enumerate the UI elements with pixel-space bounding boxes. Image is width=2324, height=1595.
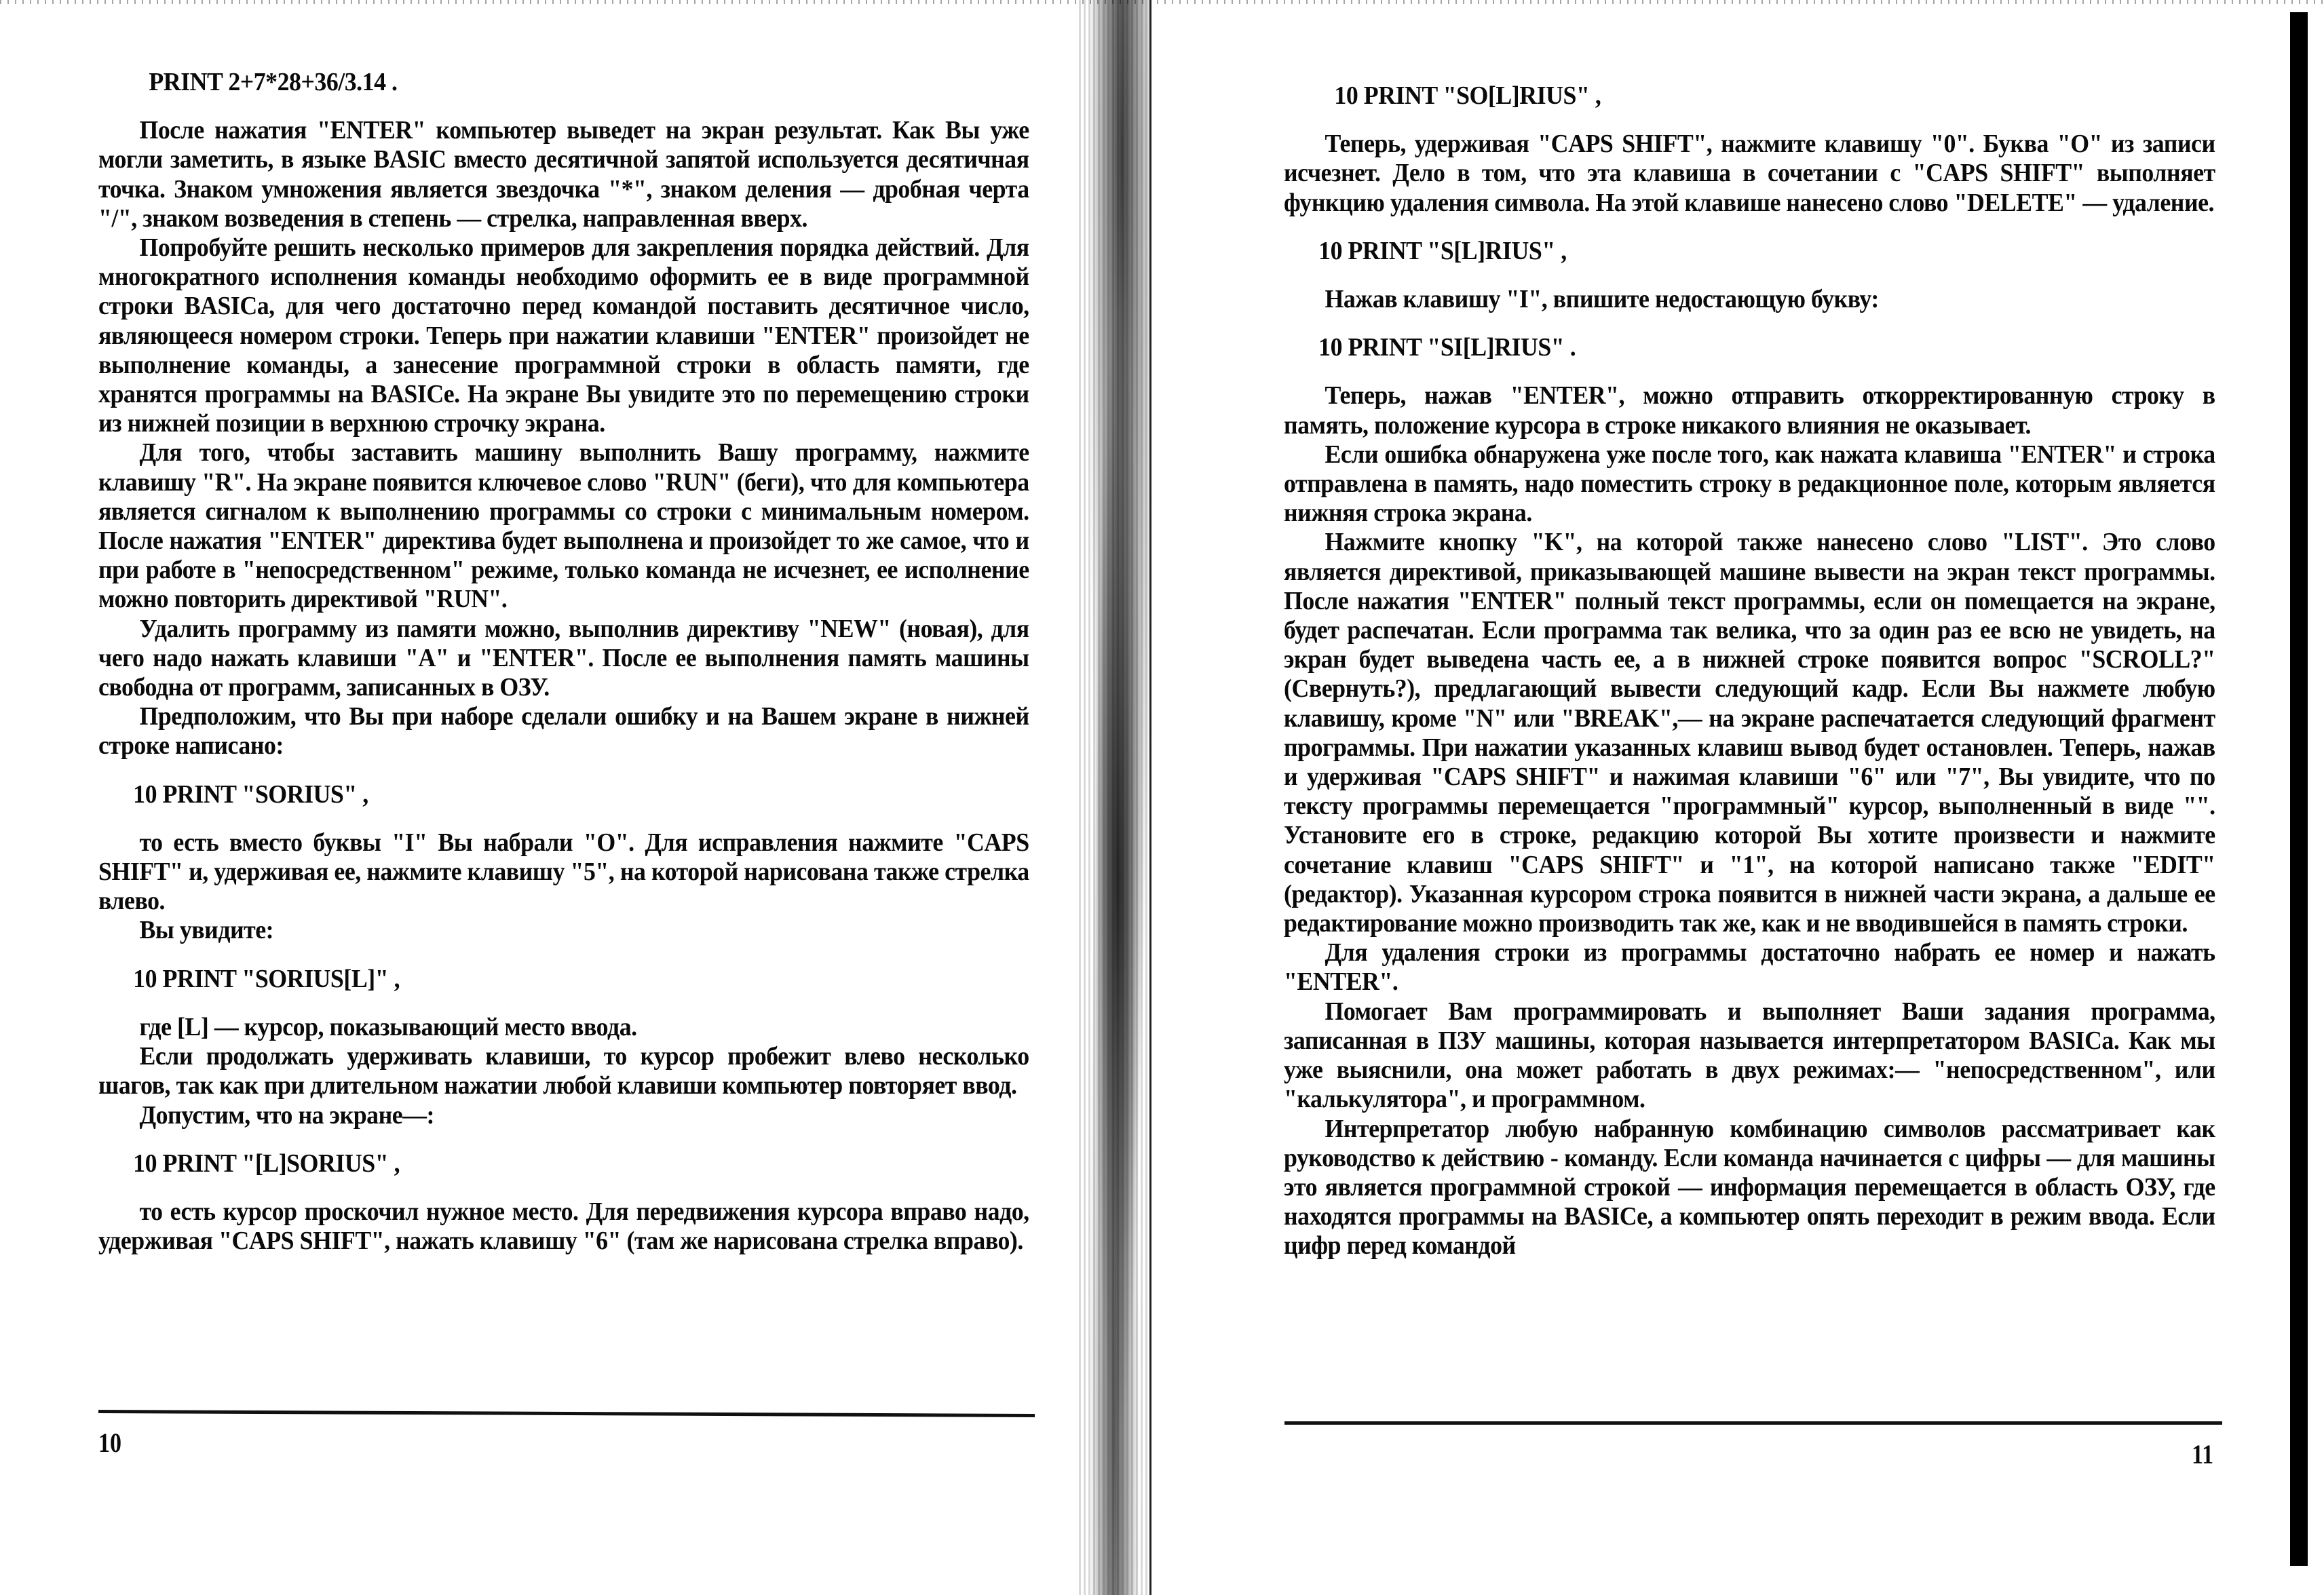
right-page-text: [1284, 81, 2215, 1261]
book-gutter-shadow: [1079, 0, 1150, 1595]
paragraph: где [L] — курсор, показывающий место ввода.: [139, 1012, 637, 1041]
paragraph: Если продолжать удерживать клавиши, то курсор пробежит влево несколько шагов, так как при длительном нажатии любой клавиши компьютер повторяет ввод.: [98, 1042, 1029, 1100]
paragraph: Предположим, что Вы при наборе сделали ошибку и на Вашем экране в нижней строке написано:: [98, 702, 1029, 761]
paragraph: Допустим, что на экране—:: [139, 1100, 435, 1130]
paragraph: Интерпретатор любую набранную комбинацию символов рассматривает как руководство к действию - команду. Если команда начинается с цифры — для машины это является программной строкой — информация перемещается в область ОЗУ, где находятся программы на BASICe, а компьютер опять переходит в режим ввода. Если цифр перед командой: [1284, 1114, 2215, 1261]
paragraph: Помогает Вам программировать и выполняет Ваши задания программа, записанная в ПЗУ машины, которая называется интерпретатором BASICa. Как мы уже выяснили, она может работать в двух режимах:— "непосредственном", или "калькулятора", и программном.: [1284, 997, 2215, 1114]
paragraph: Для удаления строки из программы достаточно набрать ее номер и нажать "ENTER".: [1284, 938, 2215, 997]
footer-rule-right: [1284, 1421, 2222, 1425]
page-number-right: 11: [2192, 1439, 2214, 1469]
paragraph: Нажмите кнопку "K", на которой также нанесено слово "LIST". Это слово является директивой, приказывающей машине вывести на экран текст программы. После нажатия "ENTER" полный текст программы, если он помещается на экране, будет распечатан. Если программа так велика, что за один раз ее всю не увидеть, на экран будет выведена часть ее, а в нижней строке появится вопрос "SCROLL?" (Свернуть?), предлагающий вывести следующий кадр. Если Вы нажмете любую клавишу, кроме "N" или "BREAK",— на экране распечатается следующий фрагмент программы. При нажатии указанных клавиш вывод будет остановлен. Теперь, нажав и удерживая "CAPS SHIFT" и нажимая клавиши "6" или "7", Вы увидите, что по тексту программы перемещается "программный" курсор, выполненный в виде "". Установите его в строке, редакцию которой Вы хотите произвести и нажмите сочетание клавиш "CAPS SHIFT" и "1", на которой написано также "EDIT" (редактор). Указанная курсором строка появится в нижней части экрана, а дальше ее редактирование можно производить так же, как и не вводившейся в память строки.: [1284, 528, 2215, 938]
code-line: 10 PRINT "SORIUS[L]" ,: [133, 964, 400, 993]
paragraph: Попробуйте решить несколько примеров для закрепления порядка действий. Для многократного исполнения команды необходимо оформить ее в виде программной строки BASICa, для чего достаточно перед командой поставить десятичное число, являющееся номером строки. Теперь при нажатии клавиши "ENTER" произойдет не выполнение команды, а занесение программной строки в область памяти, где хранятся программы на BASICe. На экране Вы увидите это по перемещению строки из нижней позиции в верхнюю строчку экрана.: [98, 233, 1029, 438]
code-line: 10 PRINT "SORIUS" ,: [133, 780, 368, 809]
code-line: 10 PRINT "SO[L]RIUS" ,: [1334, 81, 1601, 110]
paragraph: Если ошибка обнаружена уже после того, как нажата клавиша "ENTER" и строка отправлена в память, надо поместить строку в редакционное поле, которым является нижняя строка экрана.: [1284, 440, 2215, 528]
paragraph: Для того, чтобы заставить машину выполнить Вашу программу, нажмите клавишу "R". На экране появится ключевое слово "RUN" (беги), что для компьютера является сигналом к выполнению программы со строки с минимальным номером. После нажатия "ENTER" директива будет выполнена и произойдет то же самое, что и при работе в "непосредственном" режиме, только команда не исчезнет, ее исполнение можно повторить директивой "RUN".: [98, 438, 1029, 614]
paragraph: Вы увидите:: [139, 916, 274, 945]
paragraph: Нажав клавишу "I", впишите недостающую букву:: [1325, 285, 1879, 314]
spine-line: [1149, 0, 1151, 1595]
code-line: 10 PRINT "S[L]RIUS" ,: [1318, 236, 1567, 265]
left-page-text: [98, 68, 1029, 1256]
paragraph: Удалить программу из памяти можно, выполнив директиву "NEW" (новая), для чего надо нажать клавиши "A" и "ENTER". После ее выполнения память машины свободна от программ, записанных в ОЗУ.: [98, 614, 1029, 702]
paragraph: После нажатия "ENTER" компьютер выведет на экран результат. Как Вы уже могли заметить, в языке BASIC вместо десятичной запятой используется десятичная точка. Знаком умножения является звездочка "*", знаком деления — дробная черта "/", знаком возведения в степень — стрелка, направленная вверх.: [98, 116, 1029, 233]
scan-edge-bar: [2290, 12, 2308, 1566]
paragraph: то есть курсор проскочил нужное место. Для передвижения курсора вправо надо, удерживая "CAPS SHIFT", нажать клавишу "6" (там же нарисована стрелка вправо).: [98, 1197, 1029, 1256]
page-number-left: 10: [98, 1427, 121, 1458]
code-line: PRINT 2+7*28+36/3.14 .: [149, 68, 398, 96]
code-line: 10 PRINT "SI[L]RIUS" .: [1318, 333, 1576, 362]
paragraph: Теперь, удерживая "CAPS SHIFT", нажмите клавишу "0". Буква "O" из записи исчезнет. Дело в том, что эта клавиша в сочетании с "CAPS SHIFT" выполняет функцию удаления символа. На этой клавише нанесено слово "DELETE" — удаление.: [1284, 130, 2215, 217]
code-line: 10 PRINT "[L]SORIUS" ,: [133, 1149, 400, 1178]
paragraph: то есть вместо буквы "I" Вы набрали "O". Для исправления нажмите "CAPS SHIFT" и, удерживая ее, нажмите клавишу "5", на которой нарисована также стрелка влево.: [98, 828, 1029, 916]
paragraph: Теперь, нажав "ENTER", можно отправить откорректированную строку в память, положение курсора в строке никакого влияния не оказывает.: [1284, 381, 2215, 440]
